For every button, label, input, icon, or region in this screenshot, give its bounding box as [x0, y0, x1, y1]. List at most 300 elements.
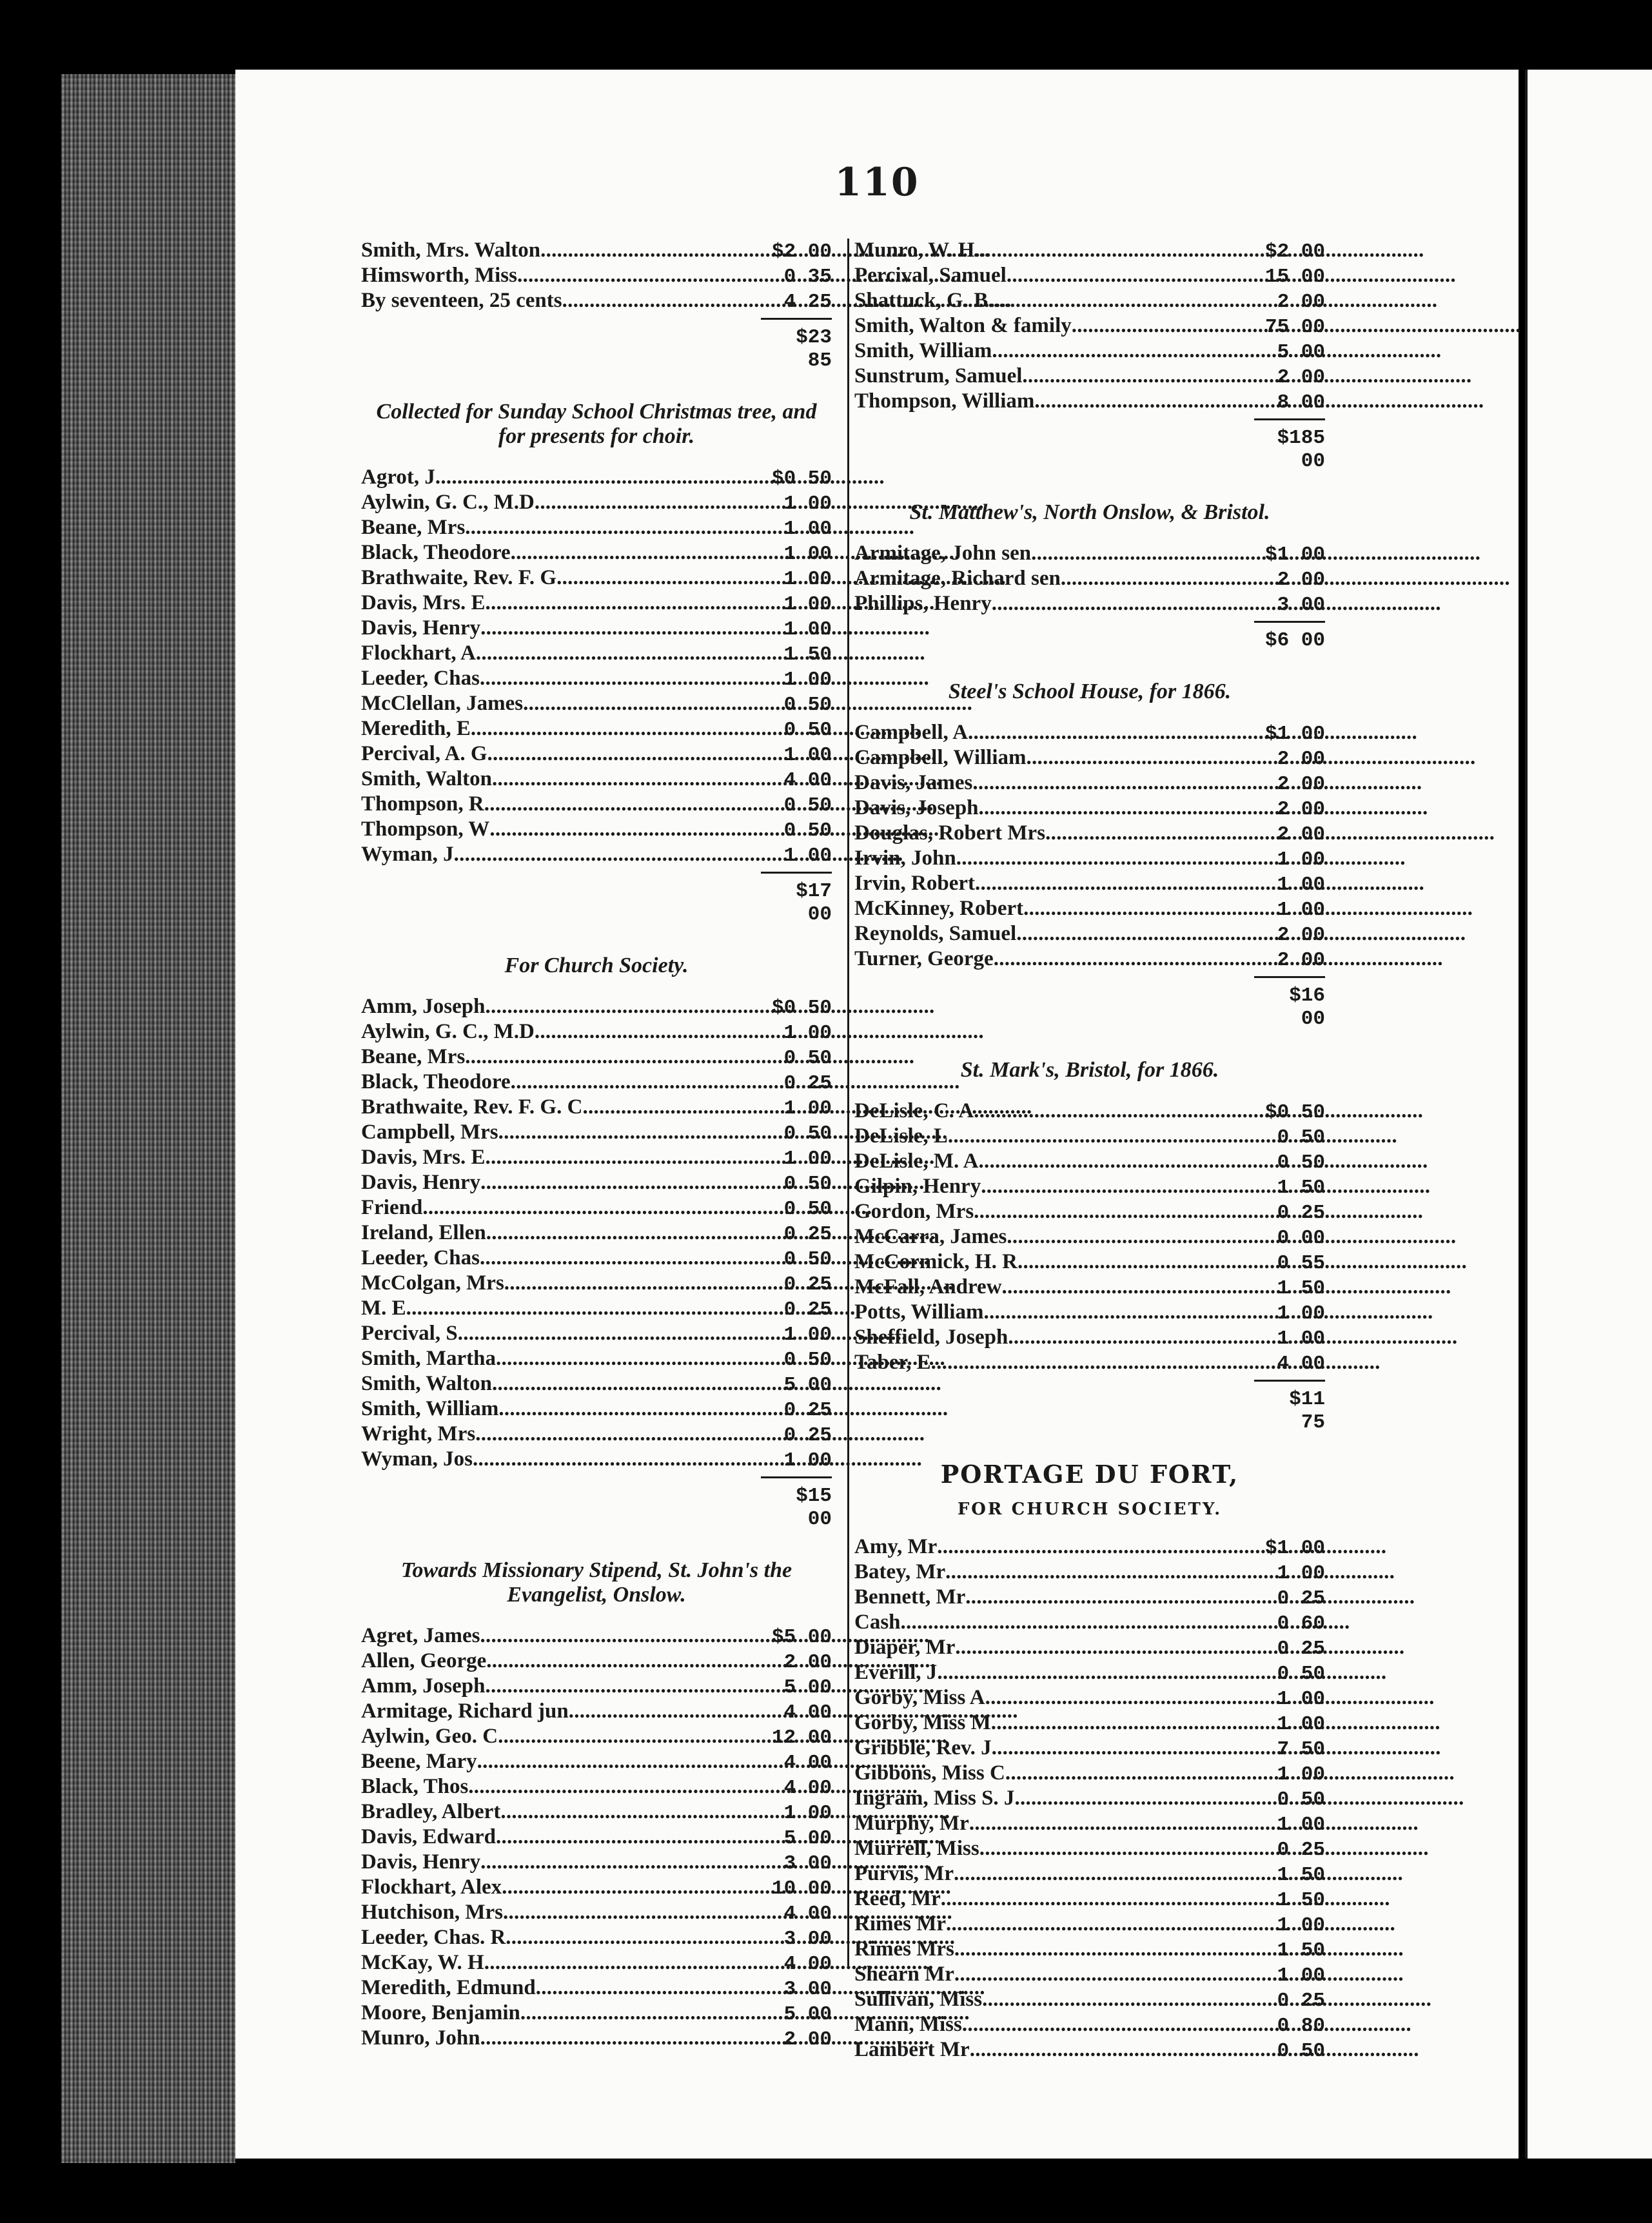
subscriber-row: [854, 1711, 1325, 1736]
subscriber-row: [361, 1196, 832, 1221]
subscriber-row: [854, 289, 1325, 314]
subscriber-name: Turner, George: [854, 947, 994, 970]
subscriber-name: McKinney, Robert: [854, 897, 1024, 920]
subscriber-name: Smith, William: [361, 1397, 499, 1420]
leader-dots: [931, 1351, 1254, 1374]
leader-dots: [465, 516, 761, 539]
leader-dots: [477, 1750, 761, 1773]
subscription-amount: 1 00: [1277, 874, 1325, 896]
subscription-amount: 0 25: [783, 1223, 832, 1246]
subscriber-name: Percival, S: [361, 1322, 458, 1345]
subscriber-name: Wyman, Jos: [361, 1447, 473, 1471]
subscriber-name: Batey, Mr: [854, 1560, 946, 1583]
subscriber-row: [854, 1761, 1325, 1787]
subscription-amount: 0 25: [1277, 1839, 1325, 1861]
subscriber-row: [361, 1447, 832, 1473]
section-heading: St. Mark's, Bristol, for 1866.: [960, 1058, 1219, 1082]
total-amount: $6 00: [1264, 629, 1325, 652]
subscription-amount: 4 00: [783, 769, 832, 792]
subscription-amount: 1 00: [1277, 1562, 1325, 1585]
subscriber-name: Thompson, William: [854, 389, 1035, 413]
subscription-amount: 1 50: [1277, 1889, 1325, 1912]
subscriber-row: [854, 1937, 1325, 1963]
right-column: [854, 239, 1325, 2063]
subscriber-row: [361, 1422, 832, 1447]
leader-dots: [475, 1422, 761, 1445]
leader-dots: [484, 792, 761, 816]
subscription-list: [854, 1535, 1325, 2063]
subscriber-row: [854, 1963, 1325, 1988]
subscriber-row: [361, 1347, 832, 1372]
subscriber-row: [361, 1926, 832, 1951]
subscriber-name: McCormick, H. R: [854, 1250, 1018, 1273]
subscriber-name: Amm, Joseph: [361, 1674, 486, 1698]
subscription-amount: 0 50: [783, 1122, 832, 1145]
subscription-amount: 3 00: [783, 1978, 832, 2001]
subscriber-name: Gorby, Miss A: [854, 1686, 985, 1709]
subscription-amount: $0 50: [771, 467, 832, 490]
subscriber-name: Mann, Miss: [854, 2013, 962, 2036]
subscription-amount: $1 00: [1264, 723, 1325, 745]
subscriber-row: [361, 1095, 832, 1121]
subscriber-row: [361, 1725, 832, 1750]
subscription-amount: 0 50: [1277, 1151, 1325, 1174]
leader-dots: [992, 339, 1254, 362]
subscriber-name: Brathwaite, Rev. F. G. C: [361, 1095, 583, 1119]
subscriber-name: Amm, Joseph: [361, 995, 486, 1018]
subscription-amount: 1 00: [783, 1097, 832, 1120]
subscriber-name: Sullivan, Miss: [854, 1988, 983, 2011]
subscription-amount: 0 50: [783, 719, 832, 741]
leader-dots: [480, 1246, 761, 1269]
place-heading: PORTAGE DU FORT,: [940, 1460, 1239, 1489]
leader-dots: [536, 1976, 761, 1999]
subscriber-row: [361, 1800, 832, 1825]
subscriber-row: [361, 1976, 832, 2001]
subscription-amount: 1 00: [1277, 1713, 1325, 1736]
subscriber-name: Ingram, Miss S. J: [854, 1787, 1015, 1810]
subscriber-name: Armitage, Richard sen: [854, 567, 1061, 590]
subscription-amount: 0 25: [783, 1273, 832, 1296]
leader-dots: [435, 465, 761, 489]
subscriber-name: Percival, Samuel: [854, 264, 1007, 287]
subscriber-row: [854, 1225, 1325, 1250]
subscriber-name: Agrot, J: [361, 465, 435, 489]
leader-dots: [520, 2001, 761, 2024]
leader-dots: [487, 742, 761, 765]
leader-dots: [941, 1887, 1254, 1910]
subscriber-name: By seventeen, 25 cents: [361, 289, 562, 312]
subscriber-row: [361, 516, 832, 541]
subscriber-name: Brathwaite, Rev. F. G: [361, 566, 557, 589]
subscription-amount: 0 35: [783, 266, 832, 288]
subscription-amount: 0 25: [1277, 1638, 1325, 1660]
leader-dots: [946, 1912, 1254, 1935]
subscriber-name: Bennett, Mr: [854, 1585, 966, 1609]
subscriber-name: Thompson, W: [361, 818, 490, 841]
facing-page-edge: [1525, 70, 1652, 2159]
subscription-amount: 0 50: [1277, 1126, 1325, 1149]
group-total: [854, 621, 1325, 652]
subscriber-row: [361, 1649, 832, 1674]
subscription-amount: 0 25: [783, 1298, 832, 1321]
subscriber-row: [854, 1736, 1325, 1761]
subscription-amount: 1 00: [1277, 1964, 1325, 1987]
subscription-amount: 0 00: [1277, 1227, 1325, 1249]
subscriber-name: Armitage, John sen: [854, 542, 1032, 565]
subscriber-name: Amy, Mr: [854, 1535, 938, 1558]
subscriber-name: Campbell, William: [854, 746, 1027, 769]
right-group-steels-school-house: [854, 680, 1325, 1031]
subscriber-row: [854, 1636, 1325, 1661]
subscription-amount: 0 50: [1277, 2040, 1325, 2062]
subscription-amount: 4 00: [1277, 1353, 1325, 1375]
subscriber-row: [854, 567, 1325, 592]
leader-dots: [535, 1020, 761, 1043]
subscription-amount: 1 00: [783, 744, 832, 767]
subscription-amount: $2 00: [771, 240, 832, 263]
subscriber-name: Percival, A. G: [361, 742, 487, 765]
leader-dots: [975, 872, 1254, 895]
subscriber-row: [854, 1326, 1325, 1351]
leader-dots: [985, 1686, 1254, 1709]
subscription-list: [854, 239, 1325, 415]
leader-dots: [480, 1850, 761, 1874]
total-amount: $17 00: [796, 880, 832, 926]
subscriber-row: [854, 872, 1325, 897]
subscription-list: [854, 1099, 1325, 1376]
subscriber-row: [361, 843, 832, 868]
leader-dots: [468, 1775, 761, 1798]
subscription-amount: 4 25: [783, 291, 832, 313]
leader-dots: [1072, 314, 1254, 337]
leader-dots: [982, 1988, 1254, 2011]
section-heading: Steel's School House, for 1866.: [948, 680, 1232, 703]
leader-dots: [1016, 922, 1254, 945]
section-heading: Towards Missionary Stipend, St. John's the Evangelist, Onslow.: [400, 1558, 792, 1607]
subscription-amount: 0 80: [1277, 2015, 1325, 2037]
subscription-amount: 2 00: [1277, 798, 1325, 821]
subscriber-row: [854, 1585, 1325, 1611]
subscriber-name: Rimes Mr: [854, 1912, 947, 1935]
subscriber-name: Gibbons, Miss C: [854, 1761, 1005, 1785]
subscriber-row: [854, 1887, 1325, 1912]
subscriber-name: M. E: [361, 1297, 406, 1320]
subscriber-row: [854, 1912, 1325, 1937]
subscription-amount: 0 50: [783, 694, 832, 716]
subscription-amount: 1 00: [783, 618, 832, 641]
subscription-amount: 2 00: [1277, 569, 1325, 591]
subscription-amount: 2 00: [1277, 924, 1325, 946]
leader-dots: [511, 541, 761, 564]
subscription-amount: 10 00: [771, 1877, 832, 1900]
subscriber-row: [361, 1674, 832, 1699]
subscription-amount: 1 00: [783, 1148, 832, 1170]
total-rule: [1254, 976, 1325, 984]
leader-dots: [965, 1585, 1254, 1609]
subscriber-row: [854, 796, 1325, 821]
subscriber-row: [361, 1397, 832, 1422]
total-rule: [1254, 1380, 1325, 1388]
subscription-amount: 0 50: [783, 1047, 832, 1070]
subscriber-name: Murphy, Mr: [854, 1812, 969, 1835]
leader-dots: [473, 1447, 761, 1471]
total-amount: $15 00: [796, 1485, 832, 1531]
leader-dots: [489, 818, 761, 841]
subscriber-row: [361, 1171, 832, 1196]
subscriber-row: [854, 542, 1325, 567]
subscriber-row: [854, 821, 1325, 847]
subscriber-row: [361, 239, 832, 264]
leader-dots: [954, 1963, 1254, 1986]
subscriber-name: Murrell, Miss: [854, 1837, 979, 1860]
leader-dots: [983, 1300, 1254, 1324]
subscriber-row: [361, 591, 832, 616]
leader-dots: [454, 843, 761, 866]
subscription-amount: 12 00: [771, 1727, 832, 1749]
subscriber-name: Taber, E: [854, 1351, 931, 1374]
leader-dots: [1031, 542, 1254, 565]
subscriber-row: [361, 1146, 832, 1171]
book-page-edges: [61, 74, 235, 2163]
subscriber-row: [854, 1175, 1325, 1200]
leader-dots: [969, 1812, 1254, 1835]
subscriber-row: [854, 239, 1325, 264]
leader-dots: [1026, 746, 1254, 769]
subscriber-name: DeLisle, L: [854, 1124, 948, 1148]
subscription-amount: 2 00: [1277, 773, 1325, 796]
subscription-amount: 0 50: [783, 1198, 832, 1220]
subscriber-name: Meredith, E: [361, 717, 471, 740]
subscriber-row: [854, 947, 1325, 972]
subscriber-name: DeLisle, M. A: [854, 1150, 979, 1173]
subscriber-name: Davis, Henry: [361, 1171, 481, 1194]
group-total: [854, 1380, 1325, 1435]
leader-dots: [974, 1200, 1254, 1223]
subscriber-row: [361, 717, 832, 742]
subscriber-name: Smith, Walton: [361, 767, 492, 790]
subscriber-row: [361, 1221, 832, 1246]
subscription-amount: 2 00: [1277, 748, 1325, 770]
subscription-amount: 1 00: [783, 1449, 832, 1472]
subscriber-name: McCarra, James: [854, 1225, 1007, 1248]
subscriber-row: [361, 818, 832, 843]
subscriber-name: Potts, William: [854, 1300, 984, 1324]
place-subheading: FOR CHURCH SOCIETY.: [957, 1500, 1223, 1519]
subscription-amount: 75 00: [1264, 316, 1325, 338]
subscription-amount: 0 55: [1277, 1252, 1325, 1275]
subscriber-row: [854, 1099, 1325, 1124]
subscriber-row: [854, 264, 1325, 289]
subscriber-row: [854, 1535, 1325, 1560]
subscription-amount: 1 50: [1277, 1277, 1325, 1300]
subscriber-name: Lambert Mr: [854, 2038, 970, 2061]
subscriber-row: [361, 1271, 832, 1297]
leader-dots: [1008, 1326, 1254, 1349]
subscriber-row: [854, 1560, 1325, 1585]
subscription-amount: 2 00: [1277, 291, 1325, 313]
leader-dots: [981, 1175, 1254, 1198]
subscriber-row: [361, 792, 832, 818]
subscriber-name: Himsworth, Miss: [361, 264, 517, 287]
leader-dots: [511, 1070, 761, 1093]
subscriber-name: Sheffield, Joseph: [854, 1326, 1008, 1349]
subscriber-name: DeLisle, C. A: [854, 1099, 974, 1122]
subscriber-row: [854, 1787, 1325, 1812]
subscriber-row: [361, 1850, 832, 1875]
total-rule: [761, 872, 832, 880]
subscriber-name: Everill, J: [854, 1661, 938, 1684]
right-group-portage-du-fort: [854, 1460, 1325, 2063]
leader-dots: [970, 2038, 1254, 2061]
subscriber-name: Gordon, Mrs: [854, 1200, 974, 1223]
subscription-amount: 1 00: [783, 669, 832, 691]
subscriber-name: Black, Theodore: [361, 1070, 511, 1093]
leader-dots: [422, 1196, 761, 1219]
subscriber-name: Aylwin, G. C., M.D: [361, 491, 535, 514]
subscriber-row: [361, 1875, 832, 1901]
subscriber-row: [361, 1020, 832, 1045]
leader-dots: [974, 239, 1254, 262]
subscription-amount: 0 25: [783, 1424, 832, 1447]
right-group-continued: [854, 239, 1325, 473]
subscriber-row: [361, 995, 832, 1020]
subscription-amount: 1 00: [1277, 1763, 1325, 1786]
subscriber-name: Sunstrum, Samuel: [854, 364, 1023, 387]
subscription-list: [361, 465, 832, 868]
subscription-amount: 0 50: [783, 1248, 832, 1271]
subscriber-name: Shattuck, G. B: [854, 289, 988, 312]
subscriber-row: [361, 616, 832, 641]
subscriber-row: [854, 1300, 1325, 1326]
subscription-amount: 1 00: [783, 593, 832, 616]
leader-dots: [948, 1124, 1254, 1148]
leader-dots: [1045, 821, 1254, 845]
subscription-amount: 4 00: [783, 1777, 832, 1799]
subscription-amount: 5 00: [1277, 341, 1325, 364]
group-total: [361, 318, 832, 373]
leader-dots: [506, 1926, 761, 1949]
subscription-amount: 1 00: [1277, 899, 1325, 921]
leader-dots: [486, 995, 761, 1018]
subscriber-name: Douglas, Robert Mrs: [854, 821, 1046, 845]
subscriber-name: Munro, W. H: [854, 239, 975, 262]
subscription-amount: 0 50: [783, 819, 832, 842]
leader-dots: [503, 1901, 761, 1924]
subscriber-name: Shearn Mr: [854, 1963, 954, 1986]
subscriber-row: [854, 339, 1325, 364]
subscription-amount: 0 50: [1277, 1788, 1325, 1811]
subscription-amount: 1 00: [1277, 1688, 1325, 1710]
subscription-amount: 1 00: [1277, 848, 1325, 871]
subscription-amount: 1 00: [783, 1324, 832, 1346]
subscription-amount: 1 00: [783, 1802, 832, 1825]
subscriber-row: [854, 897, 1325, 922]
subscriber-name: Irvin, John: [854, 847, 956, 870]
leader-dots: [1023, 897, 1254, 920]
leader-dots: [901, 1611, 1254, 1634]
subscription-amount: 1 00: [783, 1022, 832, 1044]
leader-dots: [954, 1937, 1254, 1961]
subscriber-row: [361, 1121, 832, 1146]
subscriber-name: Phillips, Henry: [854, 592, 992, 615]
leader-dots: [480, 2026, 761, 2050]
group-total: [854, 418, 1325, 473]
leader-dots: [962, 2013, 1254, 2036]
subscriber-row: [361, 289, 832, 314]
leader-dots: [471, 717, 761, 740]
subscriber-row: [361, 692, 832, 717]
leader-dots: [582, 1095, 761, 1119]
subscriber-name: Friend: [361, 1196, 423, 1219]
subscriber-name: Leeder, Chas: [361, 667, 480, 690]
subscription-amount: 1 00: [783, 493, 832, 515]
subscription-amount: 0 50: [783, 1173, 832, 1195]
subscriber-row: [361, 1045, 832, 1070]
leader-dots: [496, 1825, 761, 1848]
subscriber-row: [361, 566, 832, 591]
subscription-list: [854, 542, 1325, 617]
subscription-amount: 4 00: [783, 1701, 832, 1724]
subscriber-row: [854, 1150, 1325, 1175]
left-group-continued: [361, 239, 832, 373]
leader-dots: [406, 1297, 761, 1320]
leader-dots: [486, 1146, 762, 1169]
leader-dots: [972, 771, 1254, 794]
subscription-amount: 3 00: [783, 1852, 832, 1875]
leader-dots: [955, 1636, 1254, 1659]
subscriber-row: [361, 1070, 832, 1095]
subscriber-name: McColgan, Mrs: [361, 1271, 504, 1295]
subscription-amount: $0 50: [771, 997, 832, 1019]
leader-dots: [480, 616, 761, 640]
subscriber-row: [854, 1661, 1325, 1686]
leader-dots: [992, 592, 1254, 615]
leader-dots: [978, 1150, 1254, 1173]
subscription-amount: 2 00: [783, 1651, 832, 1674]
group-total: [854, 976, 1325, 1031]
subscriber-row: [361, 491, 832, 516]
subscriber-name: Beene, Mary: [361, 1750, 477, 1773]
subscription-list: [361, 995, 832, 1473]
leader-dots: [535, 491, 761, 514]
subscription-amount: 5 00: [783, 1374, 832, 1396]
subscriber-row: [854, 2038, 1325, 2063]
subscriber-name: Davis, Edward: [361, 1825, 497, 1848]
subscriber-row: [854, 771, 1325, 796]
subscriber-row: [361, 1775, 832, 1800]
subscriber-name: McClellan, James: [361, 692, 524, 715]
subscription-amount: 3 00: [783, 1928, 832, 1950]
right-group-st-marks: [854, 1058, 1325, 1435]
subscriber-name: Armitage, Richard jun: [361, 1699, 569, 1723]
leader-dots: [1002, 1275, 1254, 1298]
subscription-amount: 5 00: [783, 1827, 832, 1850]
leader-dots: [937, 1661, 1254, 1684]
section-heading: St. Matthew's, North Onslow, & Bristol.: [909, 500, 1270, 524]
subscriber-name: Beane, Mrs: [361, 516, 466, 539]
subscriber-name: Agret, James: [361, 1624, 480, 1647]
leader-dots: [1014, 1787, 1254, 1810]
subscriber-name: Davis, Henry: [361, 616, 481, 640]
subscriber-row: [854, 1250, 1325, 1275]
leader-dots: [945, 1560, 1254, 1583]
subscriber-row: [854, 2013, 1325, 2038]
subscriber-row: [361, 1750, 832, 1775]
subscriber-name: Smith, Mrs. Walton: [361, 239, 541, 262]
leader-dots: [556, 566, 761, 589]
leader-dots: [974, 1099, 1254, 1122]
